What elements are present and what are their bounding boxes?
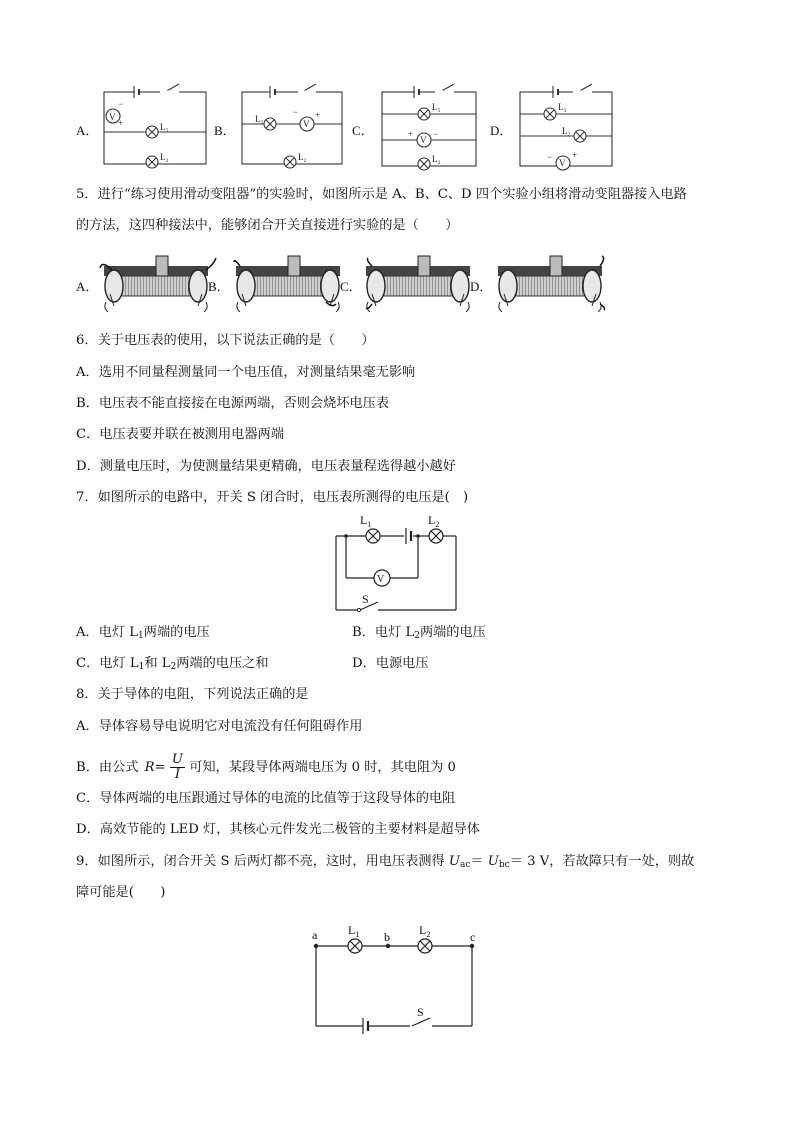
q9-stem-line1: 9．如图所示，闭合开关 S 后两灯都不亮，这时，用电压表测得 $U_{ac}= U_{bc}= 3$ V，若故障只有一处，则故: [76, 854, 695, 870]
svg-text:V: V: [377, 574, 385, 585]
q5-stem-line1: 5．进行“练习使用滑动变阻器”的实验时，如图所示是 A、B、C、D 四个实验小组将滑动变阻器接入电路: [76, 187, 687, 202]
q9-point-b: [386, 944, 390, 948]
q9-lamp-l2: [418, 939, 432, 953]
svg-text:S: S: [417, 1005, 424, 1019]
q8-option-a: A．导体容易导电说明它对电流没有任何阻碍作用: [76, 719, 363, 734]
q7-option-d: D．电源电压: [352, 656, 429, 671]
svg-text:L2: $L_2$: [428, 513, 440, 529]
q6-option-a: A．选用不同量程测量同一个电压值，对测量结果毫无影响: [76, 365, 416, 380]
q4-option-a-label: A．: [76, 123, 99, 138]
svg-text:L1: $L_1$: [360, 513, 372, 529]
svg-text:L₁: L₁: [160, 122, 169, 132]
q4-d-meter: V: [559, 158, 566, 168]
svg-text:b: b: [384, 930, 390, 944]
svg-text:L₂: L₂: [160, 152, 169, 162]
svg-text:+: +: [315, 110, 321, 120]
q4-option-d-label: D．: [490, 123, 513, 138]
svg-text:L₂: L₂: [562, 126, 571, 136]
q7-option-b: B．电灯 $L_2$两端的电压: [352, 625, 486, 641]
q4-option-c-label: C．: [352, 123, 374, 138]
q5-rheostat-d: [498, 256, 605, 312]
svg-text:+: +: [118, 118, 124, 128]
q7-option-a: A．电灯 $L_1$两端的电压: [76, 625, 210, 641]
q7-circuit-diagram: [320, 508, 470, 618]
svg-text:−: −: [547, 152, 553, 162]
svg-text:S: S: [362, 592, 369, 606]
svg-text:L₁: L₁: [432, 102, 441, 112]
svg-text:L₂: L₂: [432, 154, 441, 164]
q4-b-meter: V: [303, 119, 310, 129]
q4-c-meter: V: [420, 135, 427, 145]
q8-option-d: D．高效节能的 LED 灯，其核心元件发光二极管的主要材料是超导体: [76, 822, 480, 837]
q5-option-c-label: C．: [340, 279, 362, 294]
svg-text:a: a: [312, 928, 318, 942]
q8-option-b: B．由公式 R= $\frac{U}{I}$ 可知，某段导体两端电压为 0 时，其电阻为 0: [76, 752, 456, 782]
q7-lamp-l2: [429, 529, 443, 543]
svg-text:L₂: L₂: [298, 152, 307, 162]
q7-stem: 7．如图所示的电路中，开关 S 闭合时，电压表所测得的电压是( ): [76, 490, 469, 505]
q7-option-c: C．电灯 $L_1$和 $L_2$两端的电压之和: [76, 656, 269, 672]
q5-option-d-label: D．: [470, 279, 493, 294]
svg-text:−: −: [118, 99, 124, 109]
q5-option-a-label: A．: [76, 279, 99, 294]
q9-circuit-diagram: [300, 918, 490, 1038]
q5-rheostat-b: [234, 256, 340, 312]
svg-text:L₁: L₁: [558, 102, 567, 112]
q7-lamp-l1: [366, 529, 380, 543]
svg-text:+: +: [408, 129, 414, 139]
q4-a-meter: V: [109, 112, 116, 122]
svg-text:−: −: [293, 107, 299, 117]
svg-text:L2: $L_2$: [419, 923, 431, 939]
q4-circuit-b: [242, 84, 342, 168]
q5-rheostat-images: [0, 250, 793, 312]
svg-text:+: +: [572, 150, 578, 160]
svg-text:−: −: [433, 129, 439, 139]
q8-stem: 8．关于导体的电阻，下列说法正确的是: [76, 687, 309, 702]
q4-circuit-c: [382, 84, 476, 170]
q6-option-b: B．电压表不能直接接在电源两端，否则会烧坏电压表: [76, 396, 390, 411]
q6-option-d: D．测量电压时，为使测量结果更精确，电压表量程选得越小越好: [76, 459, 456, 474]
q4-circuit-diagrams: [0, 0, 793, 200]
q8-formula: R= $\frac{U}{I}$: [144, 752, 183, 782]
q5-rheostat-a: [100, 256, 216, 312]
q5-option-b-label: B．: [208, 279, 230, 294]
svg-text:c: c: [470, 930, 476, 944]
q6-stem: 6．关于电压表的使用，以下说法正确的是（ ）: [76, 333, 375, 348]
q6-option-c: C．电压表要并联在被测用电器两端: [76, 427, 284, 442]
q9-point-c: [470, 944, 474, 948]
q8-option-c: C．导体两端的电压跟通过导体的电流的比值等于这段导体的电阻: [76, 791, 456, 806]
q4-option-b-label: B．: [214, 123, 236, 138]
svg-text:L1: $L_1$: [348, 923, 360, 939]
q5-stem-line2: 的方法，这四种接法中，能够闭合开关直接进行实验的是（ ）: [76, 218, 459, 233]
q9-stem-line2: 障可能是( ): [76, 885, 166, 900]
q9-lamp-l1: [348, 939, 362, 953]
q9-point-a: [314, 944, 318, 948]
svg-text:L₁: L₁: [255, 114, 264, 124]
q5-rheostat-c: [366, 256, 470, 312]
